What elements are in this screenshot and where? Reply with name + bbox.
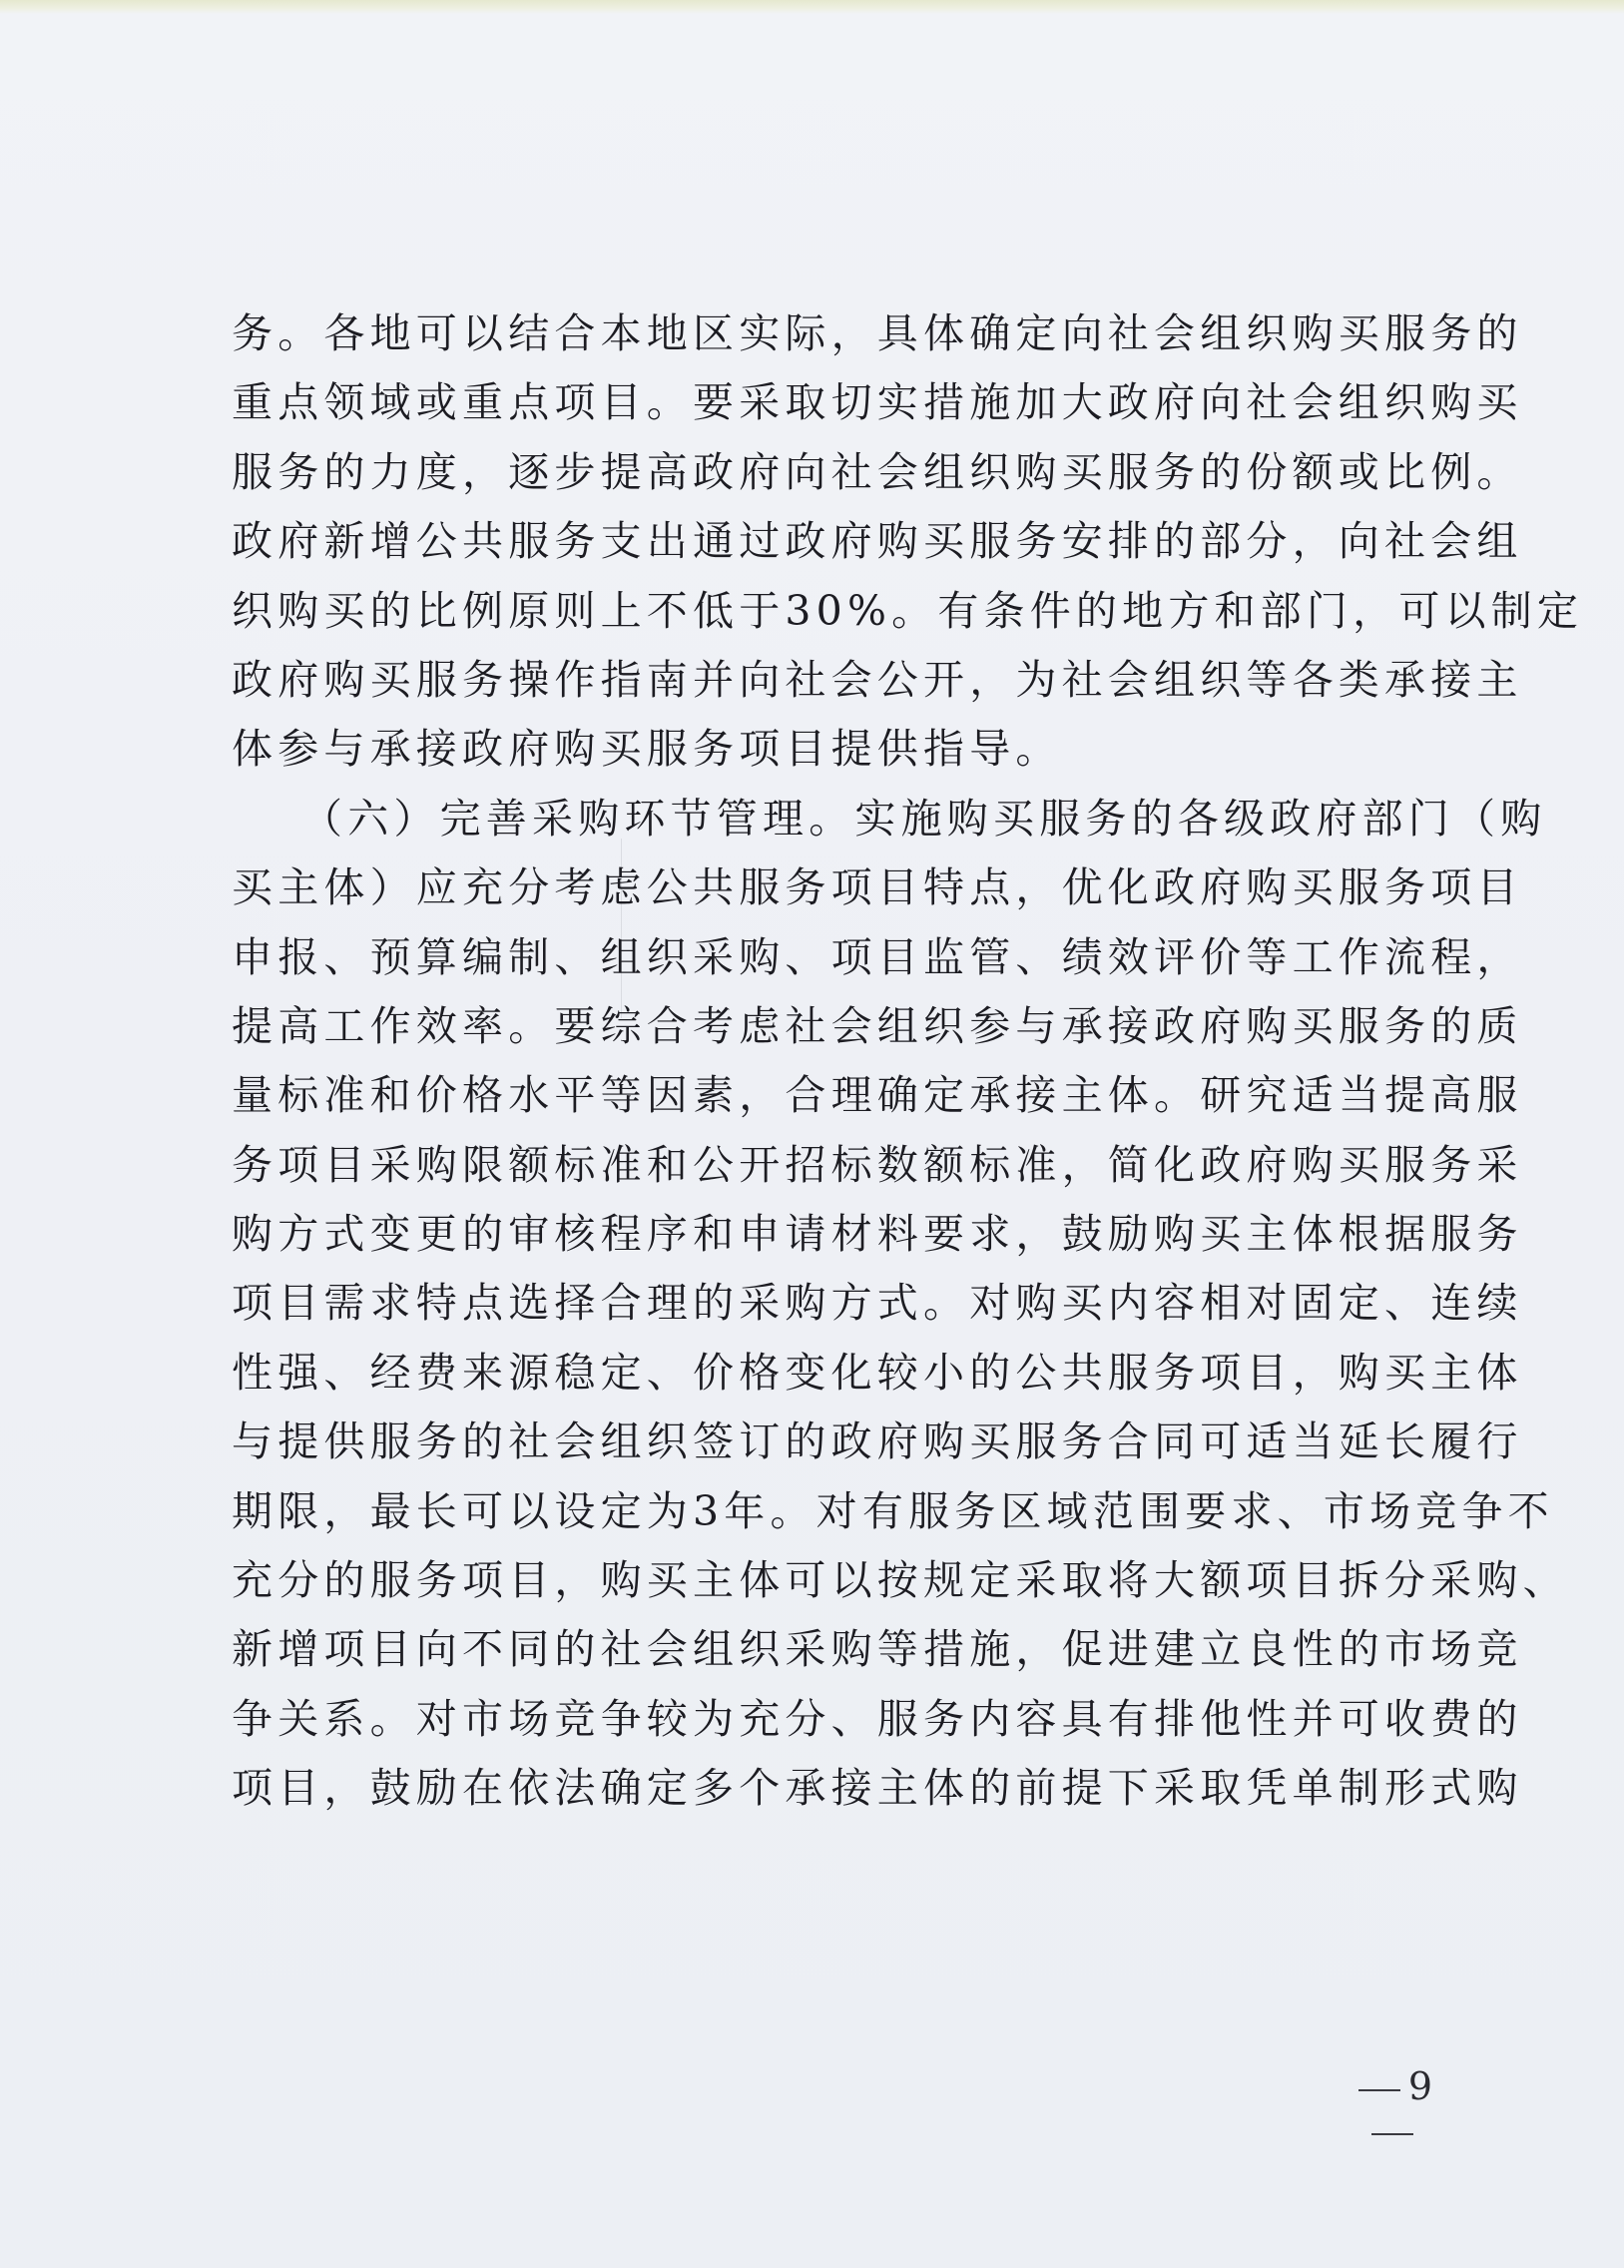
text-line: 充分的服务项目，购买主体可以按规定采取将大额项目拆分采购、 [232, 1556, 1569, 1605]
text-line: 务项目采购限额标准和公开招标数额标准，简化政府购买服务采 [232, 1140, 1523, 1189]
text-line: 体参与承接政府购买服务项目提供指导。 [232, 725, 1062, 774]
text-line: 与提供服务的社会组织签订的政府购买服务合同可适当延长履行 [232, 1418, 1523, 1466]
text-line: 政府新增公共服务支出通过政府购买服务安排的部分，向社会组 [232, 517, 1523, 566]
text-line: 织购买的比例原则上不低于30%。有条件的地方和部门，可以制定 [232, 586, 1584, 635]
text-line: 项目，鼓励在依法确定多个承接主体的前提下采取凭单制形式购 [232, 1764, 1523, 1813]
text-line: 期限，最长可以设定为3年。对有服务区域范围要求、市场竞争不 [232, 1486, 1554, 1535]
text-line: 量标准和价格水平等因素，合理确定承接主体。研究适当提高服 [232, 1071, 1523, 1120]
text-line: 购方式变更的审核程序和申请材料要求，鼓励购买主体根据服务 [232, 1210, 1523, 1259]
text-line: 务。各地可以结合本地区实际，具体确定向社会组织购买服务的 [232, 309, 1523, 357]
body-text [232, 299, 1584, 1824]
text-line: 服务的力度，逐步提高政府向社会组织购买服务的份额或比例。 [232, 447, 1523, 496]
text-line: 争关系。对市场竞争较为充分、服务内容具有排他性并可收费的 [232, 1694, 1523, 1743]
text-line: 政府购买服务操作指南并向社会公开，为社会组织等各类承接主 [232, 655, 1523, 704]
text-line: 新增项目向不同的社会组织采购等措施，促进建立良性的市场竞 [232, 1625, 1523, 1674]
text-line: 重点领域或重点项目。要采取切实措施加大政府向社会组织购买 [232, 378, 1523, 427]
dash-left [1358, 2089, 1400, 2091]
page-number-value: 9 [1407, 2064, 1435, 2108]
text-line: 提高工作效率。要综合考虑社会组织参与承接政府购买服务的质 [232, 1001, 1523, 1050]
text-line: 买主体）应充分考虑公共服务项目特点，优化政府购买服务项目 [232, 863, 1523, 912]
page-number [1323, 2064, 1462, 2152]
text-line: 申报、预算编制、组织采购、项目监管、绩效评价等工作流程， [232, 932, 1523, 981]
scan-top-edge [0, 0, 1624, 14]
dash-right [1371, 2133, 1413, 2135]
text-line: 性强、经费来源稳定、价格变化较小的公共服务项目，购买主体 [232, 1348, 1523, 1397]
text-line: 项目需求特点选择合理的采购方式。对购买内容相对固定、连续 [232, 1279, 1523, 1328]
text-line: （六）完善采购环节管理。实施购买服务的各级政府部门（购 [301, 794, 1547, 843]
